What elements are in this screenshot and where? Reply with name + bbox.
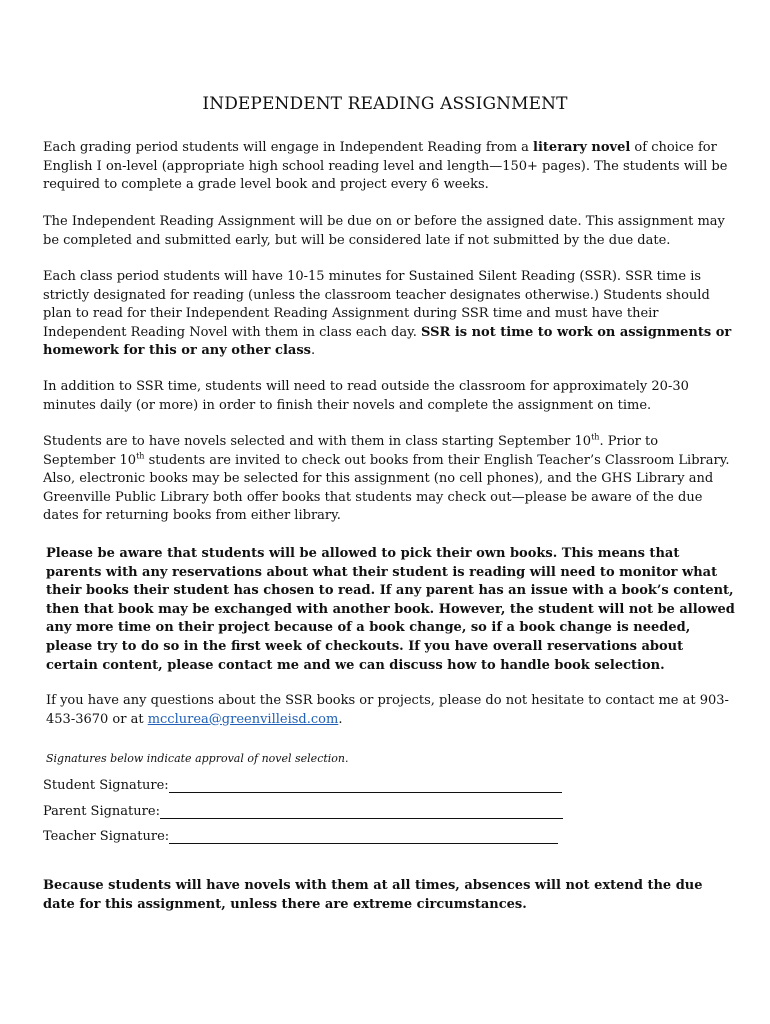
paragraph-grading-period [43, 139, 733, 195]
paragraph-due-date: The Independent Reading Assignment will be due on or before the assigned date. This assignment may be completed and submitted early, but will be considered late if not submitted by the due date. [43, 214, 725, 248]
paragraph-text: Each grading period students will engage in Independent Reading from a [43, 140, 534, 155]
paragraph-text: . [310, 343, 316, 359]
ordinal-suffix: th [136, 451, 145, 461]
student-signature-line [43, 778, 562, 793]
teacher-signature-field[interactable] [169, 829, 558, 844]
paragraph-novel-selection [43, 433, 733, 526]
teacher-signature-line [43, 829, 558, 844]
emphasis-literary-novel: literary novel [533, 140, 631, 155]
emphasis-ssr-rule: SSR is not time to work on assignments or homework for this or any other class [43, 324, 732, 359]
paragraph-text: If you have any questions about the SSR books or projects, please do not hesitate to contact me at 903-453-3670 or at [46, 693, 729, 727]
teacher-signature-label: Teacher Signature: [43, 829, 170, 844]
paragraph-absences-footer: Because students will have novels with them at all times, absences will not extend the due date for this assignment, unless there are extreme circumstances. [43, 878, 703, 912]
ordinal-suffix: th [591, 432, 600, 442]
paragraph-parent-notice: Please be aware that students will be allowed to pick their own books. This means that parents with any reservations about what their student is reading will need to monitor what their books their student has chosen to read. If any parent has an issue with a book’s content, then that book may be exchanged with another book. However, the student will not be allowed any more time on their project because of a book change, so if a book change is needed, please try to do so in the first week of checkouts. If you have overall reservations about certain content, please contact me and we can discuss how to handle book selection. [46, 546, 735, 673]
signature-note: Signatures below indicate approval of novel selection. [46, 752, 349, 765]
parent-signature-label: Parent Signature: [43, 804, 160, 819]
parent-signature-field[interactable] [160, 804, 563, 819]
page-title: INDEPENDENT READING ASSIGNMENT [202, 94, 568, 114]
paragraph-contact [46, 692, 736, 729]
parent-signature-line [43, 804, 563, 819]
email-link[interactable]: mcclurea@greenvilleisd.com [147, 711, 339, 727]
paragraph-text: Each class period students will have 10-15 minutes for Sustained Silent Reading (SSR). SSR time is strictly designated for reading (unless the classroom teacher designates otherwise.) Students should plan to read for their Independent Reading Assignment during SSR time and must have their Independent Reading Novel with them in class each day. [43, 269, 710, 340]
paragraph-text: students are invited to check out books from their English Teacher’s Classroom Library. Also, electronic books may be selected for this assignment (no cell phones), and the GHS Library and Greenville Public Library both offer books that students may check out—please be aware of the due dates for returning books from either library. [43, 452, 730, 524]
student-signature-field[interactable] [169, 778, 562, 793]
paragraph-text: of choice for English I on-level (appropriate high school reading level and length—150+ pages). The students will be required to complete a grade level book and project every 6 weeks. [43, 140, 728, 193]
paragraph-outside-reading: In addition to SSR time, students will need to read outside the classroom for approximately 20-30 minutes daily (or more) in order to finish their novels and complete the assignment on time. [43, 379, 689, 413]
paragraph-ssr [43, 268, 733, 361]
paragraph-text: . Prior to September 10 [43, 434, 659, 468]
paragraph-text: . [338, 711, 343, 727]
student-signature-label: Student Signature: [43, 778, 169, 793]
paragraph-text: Students are to have novels selected and with them in class starting September 10 [43, 434, 592, 449]
